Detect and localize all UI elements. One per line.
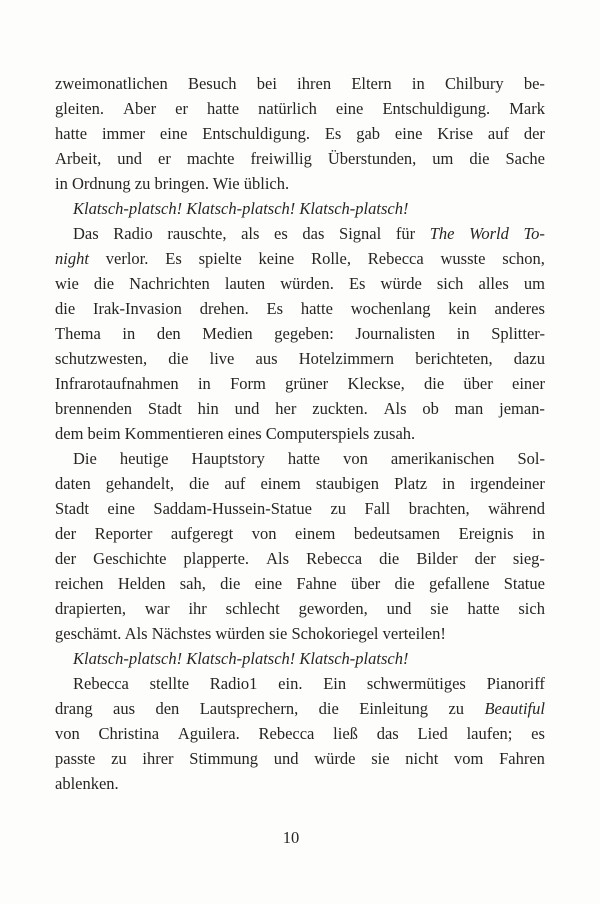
word: machte [186,149,235,168]
word: die [189,474,210,493]
word: Rebecca [367,249,424,268]
word: Platz [394,474,428,493]
word: Eltern [351,74,392,93]
word: schwermütiges [366,674,466,693]
word: war [144,599,170,618]
word: anderes [494,299,545,318]
word: zuckten. [312,399,368,418]
word: hatte [287,449,320,468]
word: würde [314,749,356,768]
word: in [532,524,545,543]
word: ihrer [142,749,174,768]
word: Es [348,274,366,293]
body-text [55,71,545,796]
word: einem [295,524,336,543]
word: Saddam-Hussein-Statue [153,499,312,518]
word: und [273,749,299,768]
italic-word: To- [523,224,545,243]
word: Form [230,374,266,393]
word: amerikanischen [390,449,495,468]
text-segment: in Ordnung zu bringen. Wie üblich. [55,174,290,193]
text-line [55,421,545,446]
word: Besuch [187,74,237,93]
word: drang [55,699,93,718]
word: als [241,224,260,243]
word: Christina [98,724,160,743]
word: Es [324,124,342,143]
text-line [55,121,545,146]
word: geworden, [298,599,368,618]
word: lauten [224,274,266,293]
word: ob [422,399,439,418]
word: er [175,99,188,118]
word: eine [107,499,135,518]
word: man [454,399,484,418]
word: natürlich [258,99,317,118]
word: gegeben: [274,324,334,343]
word: Aber [123,99,157,118]
word: nicht [405,749,439,768]
word: Entschuldigung. [202,124,310,143]
word: staubigen [315,474,380,493]
word: schon, [502,249,545,268]
word: spielte [198,249,242,268]
word: Die [73,449,97,468]
word: sie [371,749,390,768]
word: es [531,724,545,743]
text-line [55,71,545,96]
text-line [55,671,545,696]
text-line [55,771,545,796]
word: wie [55,274,79,293]
word: Einleitung [359,699,429,718]
word: gehandelt, [105,474,175,493]
word: der [55,524,77,543]
word: Es [165,249,182,268]
word: Als [383,399,407,418]
word: Bilder [416,549,458,568]
word: ihr [188,599,207,618]
word: Lautsprechern, [199,699,299,718]
word: für [395,224,416,243]
word: Helden [117,574,166,593]
word: Stadt [55,499,89,518]
word: wusste [440,249,486,268]
text-line [55,196,545,221]
word: Ereignis [458,524,514,543]
text-line [55,96,545,121]
word: be- [523,74,545,93]
word: zu [111,749,127,768]
italic-word: night [55,249,89,268]
text-line [55,546,545,571]
word: und [117,149,143,168]
word: den [155,699,180,718]
word: sich [518,599,545,618]
word: gefallene [428,574,490,593]
text-line [55,621,545,646]
word: einem [260,474,301,493]
word: eine [159,124,188,143]
word: Hotelzimmern [298,349,395,368]
word: keine [258,249,295,268]
word: Medien [202,324,253,343]
word: der [474,549,496,568]
word: der [523,124,545,143]
word: Als [266,549,290,568]
word: um [432,149,454,168]
word: sieg- [512,549,545,568]
word: die [379,549,400,568]
word: es [274,224,288,243]
word: von [251,524,277,543]
word: Reporter [94,524,153,543]
word: auf [487,124,509,143]
word: dazu [513,349,545,368]
text-line [55,321,545,346]
word: bedeutsamen [353,524,441,543]
word: die [93,274,115,293]
word: hatte [55,124,88,143]
word: würde [380,274,422,293]
word: vom [454,749,484,768]
word: Es [266,299,284,318]
word: hatte [300,299,333,318]
word: brennenden [55,399,132,418]
word: Infrarotaufnahmen [55,374,179,393]
word: Rebecca [258,724,315,743]
word: Kleckse, [347,374,405,393]
word: auf [224,474,246,493]
word: hatte [207,99,240,118]
word: die [469,149,490,168]
word: drapierten, [55,599,127,618]
word: her [275,399,297,418]
word: Krise [437,124,474,143]
word: Stadt [147,399,182,418]
word: Aguilera. [177,724,240,743]
word: irgendeiner [470,474,545,493]
word: und [386,599,412,618]
text-line [55,221,545,246]
word: plapperte. [183,549,250,568]
word: Thema [55,324,101,343]
word: passte [55,749,96,768]
word: würden. [280,274,334,293]
text-line [55,296,545,321]
word: über [350,574,381,593]
word: sich [436,274,464,293]
italic-segment: Klatsch-platsch! Klatsch-platsch! Klatsch-platsch! [73,649,409,668]
word: die [394,574,415,593]
word: bei [256,74,277,93]
word: alles [478,274,509,293]
word: ein. [278,674,303,693]
word: in [411,74,425,93]
text-line [55,471,545,496]
word: Splitter- [491,324,545,343]
word: daten [55,474,91,493]
text-line [55,146,545,171]
word: in [122,324,136,343]
word: den [156,324,181,343]
word: aus [113,699,136,718]
text-line [55,746,545,771]
word: die [168,349,189,368]
word: rauschte, [167,224,227,243]
text-line [55,246,545,271]
word: er [158,149,171,168]
word: ließ [333,724,358,743]
word: das [302,224,325,243]
word: Fahren [499,749,545,768]
word: eine [335,99,364,118]
word: Lied [417,724,448,743]
word: Fall [364,499,391,518]
word: Rebecca [306,549,363,568]
word: zu [330,499,347,518]
word: Statue [503,574,545,593]
word: sah, [179,574,206,593]
word: um [523,274,545,293]
text-line [55,371,545,396]
text-line [55,396,545,421]
word: Sache [505,149,545,168]
word: gab [356,124,381,143]
text-line [55,596,545,621]
word: die [318,699,339,718]
word: zweimonatlichen [55,74,168,93]
word: gleiten. [55,99,105,118]
word: einer [512,374,545,393]
text-line [55,646,545,671]
word: stellte [149,674,190,693]
word: Radio1 [209,674,258,693]
text-line [55,571,545,596]
word: in [197,374,211,393]
word: Pianoriff [486,674,545,693]
text-line [55,171,545,196]
word: verlor. [105,249,149,268]
text-segment: geschämt. Als Nächstes würden sie Schokoriegel verteilen! [55,624,446,643]
word: Entschuldigung. [382,99,491,118]
word: Hauptstory [191,449,265,468]
word: immer [101,124,146,143]
text-segment: ablenken. [55,774,119,793]
italic-word: Beautiful [484,699,545,718]
word: das [376,724,399,743]
word: freiwillig [250,149,312,168]
word: hin [197,399,219,418]
word: aus [255,349,278,368]
word: Signal [339,224,382,243]
text-line [55,521,545,546]
word: Nachrichten [129,274,210,293]
page-number: 10 [282,828,300,847]
word: Stimmung [189,749,259,768]
word: Überstunden, [327,149,417,168]
word: reichen [55,574,104,593]
word: heutige [119,449,169,468]
text-line [55,496,545,521]
word: die [55,299,76,318]
word: zu [448,699,465,718]
italic-word: World [469,224,509,243]
word: schlecht [225,599,280,618]
text-line [55,721,545,746]
word: Geschichte [93,549,167,568]
text-line [55,346,545,371]
word: Sol- [517,449,545,468]
word: Ein [323,674,347,693]
word: über [463,374,493,393]
word: der [55,549,77,568]
word: drehen. [199,299,249,318]
word: die [423,374,445,393]
italic-segment: Klatsch-platsch! Klatsch-platsch! Klatsch-platsch! [73,199,409,218]
text-segment: dem beim Kommentieren eines Computerspiels zusah. [55,424,416,443]
word: sie [430,599,449,618]
word: brachten, [408,499,470,518]
word: Mark [509,99,545,118]
word: Fahne [296,574,337,593]
italic-word: The [429,224,455,243]
word: die [220,574,241,593]
text-line [55,446,545,471]
word: von [55,724,80,743]
word: eine [254,574,283,593]
word: in [456,324,470,343]
word: live [209,349,235,368]
word: grüner [285,374,329,393]
word: laufen; [466,724,513,743]
word: Arbeit, [55,149,102,168]
word: jeman- [499,399,545,418]
text-line [55,271,545,296]
word: kein [448,299,477,318]
word: berichteten, [415,349,493,368]
word: in [442,474,455,493]
word: wochenlang [350,299,431,318]
word: ihren [297,74,332,93]
word: Journalisten [355,324,436,343]
word: Rebecca [73,674,129,693]
word: schutzwesten, [55,349,148,368]
word: während [488,499,545,518]
word: Chilbury [444,74,504,93]
word: Irak-Invasion [92,299,182,318]
word: von [343,449,368,468]
word: Das [73,224,99,243]
word: eine [394,124,423,143]
text-line [55,696,545,721]
word: hatte [467,599,500,618]
word: Radio [113,224,153,243]
word: aufgeregt [170,524,234,543]
word: Rolle, [311,249,351,268]
word: und [234,399,260,418]
